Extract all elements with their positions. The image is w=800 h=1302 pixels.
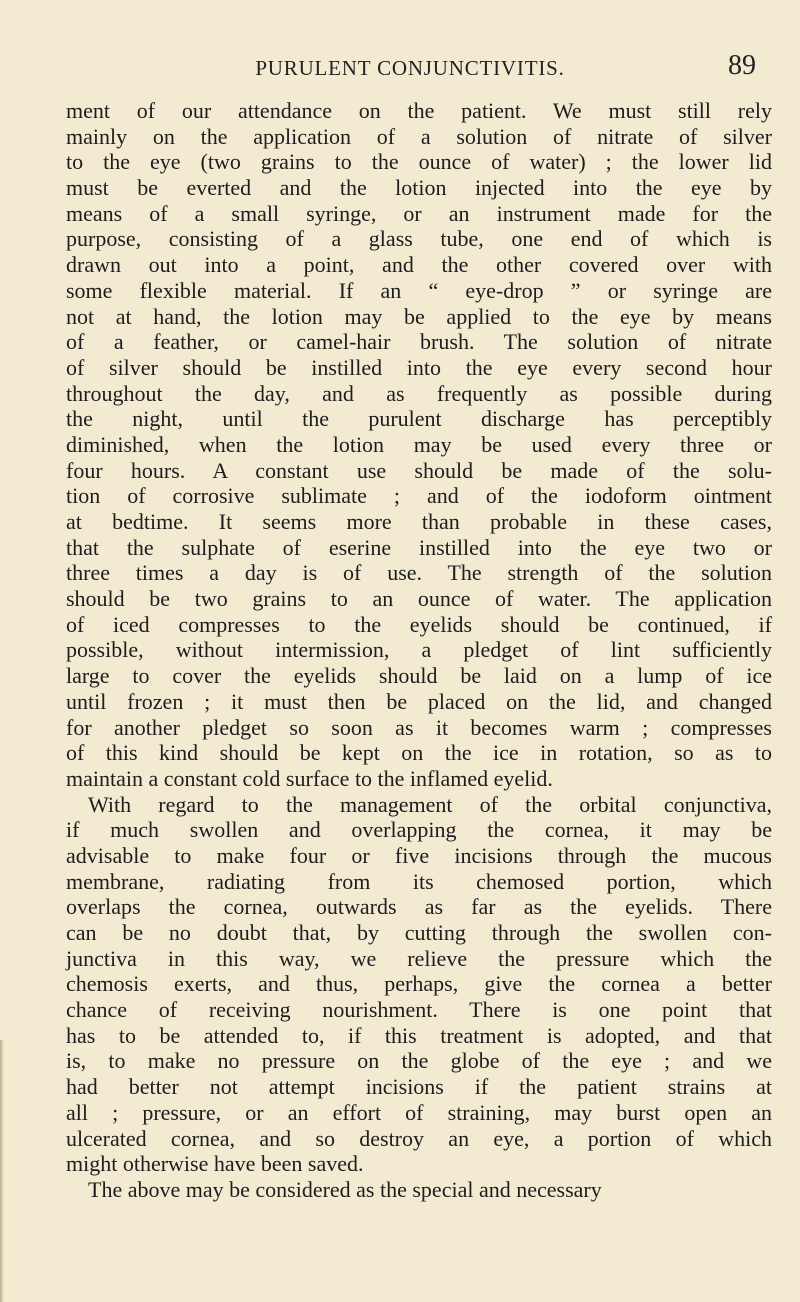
text-line: the night, until the purulent discharge has perceptibly	[66, 406, 772, 432]
text-line: if much swollen and overlapping the cornea, it may be	[66, 817, 772, 843]
text-line: has to be attended to, if this treatment is adopted, and that	[66, 1022, 772, 1048]
text-line: The above may be considered as the special and necessary	[88, 1176, 602, 1202]
text-line: possible, without intermission, a pledget of lint sufficiently	[66, 637, 772, 663]
text-line: some flexible material. If an “ eye-drop ” or syringe are	[66, 277, 772, 303]
body-text	[66, 98, 772, 1203]
text-line: of iced compresses to the eyelids should be continued, if	[66, 611, 772, 637]
text-line: of this kind should be kept on the ice in rotation, so as to	[66, 740, 772, 766]
text-line: that the sulphate of eserine instilled into the eye two or	[66, 534, 772, 560]
text-line: purpose, consisting of a glass tube, one end of which is	[66, 226, 772, 252]
text-line: throughout the day, and as frequently as possible during	[66, 380, 772, 406]
text-line: chemosis exerts, and thus, perhaps, give the cornea a better	[66, 971, 772, 997]
text-line: advisable to make four or five incisions through the mucous	[66, 842, 772, 868]
page-edge-shadow	[0, 1040, 4, 1302]
page-header	[60, 50, 760, 86]
paragraph	[66, 792, 772, 1177]
text-line: to the eye (two grains to the ounce of water) ; the lower lid	[66, 149, 772, 175]
text-line: is, to make no pressure on the globe of the eye ; and we	[66, 1048, 772, 1074]
text-line: four hours. A constant use should be made of the solu-	[66, 457, 772, 483]
text-line: junctiva in this way, we relieve the pressure which the	[66, 945, 772, 971]
text-line: maintain a constant cold surface to the inflamed eyelid.	[66, 765, 553, 791]
text-line: large to cover the eyelids should be laid on a lump of ice	[66, 663, 772, 689]
text-line: chance of receiving nourishment. There is one point that	[66, 997, 772, 1023]
text-line: must be everted and the lotion injected into the eye by	[66, 175, 772, 201]
text-line: three times a day is of use. The strength of the solution	[66, 560, 772, 586]
page-number: 89	[728, 50, 756, 81]
text-line: means of a small syringe, or an instrument made for the	[66, 200, 772, 226]
text-line: at bedtime. It seems more than probable in these cases,	[66, 509, 772, 534]
running-title: PURULENT CONJUNCTIVITIS.	[255, 56, 565, 80]
text-line: should be two grains to an ounce of water. The application	[66, 586, 772, 612]
text-line: drawn out into a point, and the other covered over with	[66, 252, 772, 278]
text-line: overlaps the cornea, outwards as far as the eyelids. There	[66, 894, 772, 920]
text-line: membrane, radiating from its chemosed portion, which	[66, 868, 772, 894]
text-line: until frozen ; it must then be placed on the lid, and changed	[66, 688, 772, 714]
text-line: had better not attempt incisions if the patient strains at	[66, 1074, 772, 1100]
text-line: for another pledget so soon as it becomes warm ; compresses	[66, 714, 772, 740]
paragraph	[66, 1177, 772, 1203]
paragraph	[66, 98, 772, 792]
text-line: diminished, when the lotion may be used every three or	[66, 431, 772, 457]
text-line: of silver should be instilled into the eye every second hour	[66, 354, 772, 380]
text-line: of a feather, or camel-hair brush. The solution of nitrate	[66, 329, 772, 355]
text-line: not at hand, the lotion may be applied to the eye by means	[66, 303, 772, 329]
text-line: can be no doubt that, by cutting through the swollen con-	[66, 920, 772, 945]
text-line: With regard to the management of the orbital conjunctiva,	[88, 791, 772, 817]
text-line: might otherwise have been saved.	[66, 1151, 364, 1177]
text-line: tion of corrosive sublimate ; and of the iodoform ointment	[66, 483, 772, 509]
text-line: mainly on the application of a solution of nitrate of silver	[66, 123, 772, 149]
text-line: ulcerated cornea, and so destroy an eye, a portion of which	[66, 1125, 772, 1151]
text-line: ment of our attendance on the patient. We must still rely	[66, 98, 772, 123]
text-line: all ; pressure, or an effort of straining, may burst open an	[66, 1099, 772, 1125]
